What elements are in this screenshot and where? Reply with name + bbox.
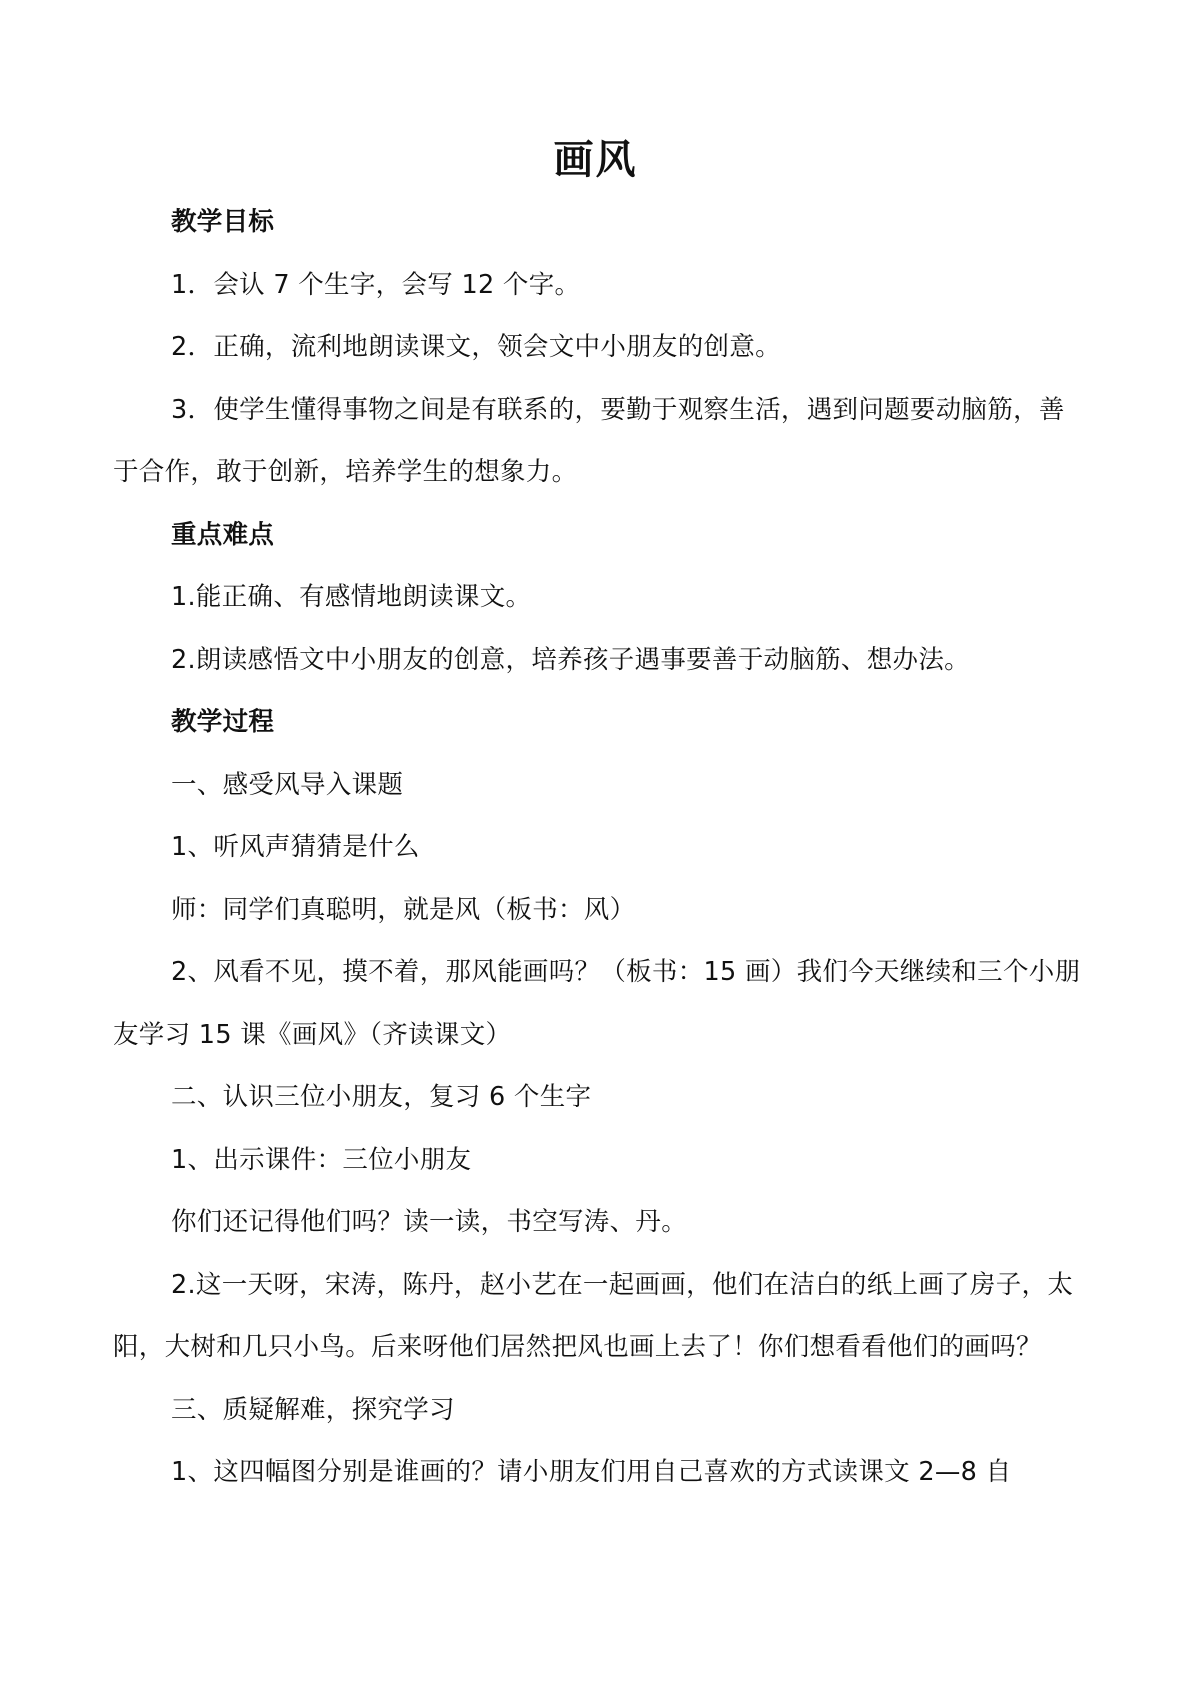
paragraph: 你们还记得他们吗？读一读，书空写涛、丹。 (171, 1207, 688, 1237)
paragraph: 2、风看不见，摸不着，那风能画吗？（板书：15 画）我们今天继续和三个小朋友学习 15 课《画风》（齐读课文） (113, 957, 1081, 1050)
paragraph: 2．正确，流利地朗读课文，领会文中小朋友的创意。 (171, 332, 781, 362)
section-heading-process: 教学过程 (171, 707, 275, 737)
paragraph: 二、认识三位小朋友，复习 6 个生字 (171, 1082, 592, 1112)
document-body (113, 191, 1089, 1504)
paragraph: 1、听风声猜猜是什么 (171, 832, 420, 862)
paragraph: 一、感受风导入课题 (171, 769, 404, 800)
paragraph: 1.能正确、有感情地朗读课文。 (171, 582, 532, 612)
paragraph: 师：同学们真聪明，就是风（板书：风） (171, 894, 636, 925)
section-heading-key-points: 重点难点 (171, 519, 275, 550)
paragraph: 1．会认 7 个生字，会写 12 个字。 (171, 269, 581, 300)
paragraph: 1、这四幅图分别是谁画的？请小朋友们用自己喜欢的方式读课文 2—8 自 (171, 1457, 1012, 1487)
paragraph: 1、出示课件：三位小朋友 (171, 1144, 472, 1175)
paragraph: 三、质疑解难，探究学习 (171, 1394, 455, 1425)
page-title: 画风 (553, 137, 638, 183)
paragraph: 3．使学生懂得事物之间是有联系的，要勤于观察生活，遇到问题要动脑筋，善于合作，敢于创新，培养学生的想象力。 (113, 394, 1065, 487)
paragraph: 2.这一天呀，宋涛，陈丹，赵小艺在一起画画，他们在洁白的纸上画了房子，太阳，大树和几只小鸟。后来呀他们居然把风也画上去了！你们想看看他们的画吗？ (113, 1269, 1074, 1362)
section-heading-goals: 教学目标 (171, 207, 275, 237)
paragraph: 2.朗读感悟文中小朋友的创意，培养孩子遇事要善于动脑筋、想办法。 (171, 644, 970, 675)
